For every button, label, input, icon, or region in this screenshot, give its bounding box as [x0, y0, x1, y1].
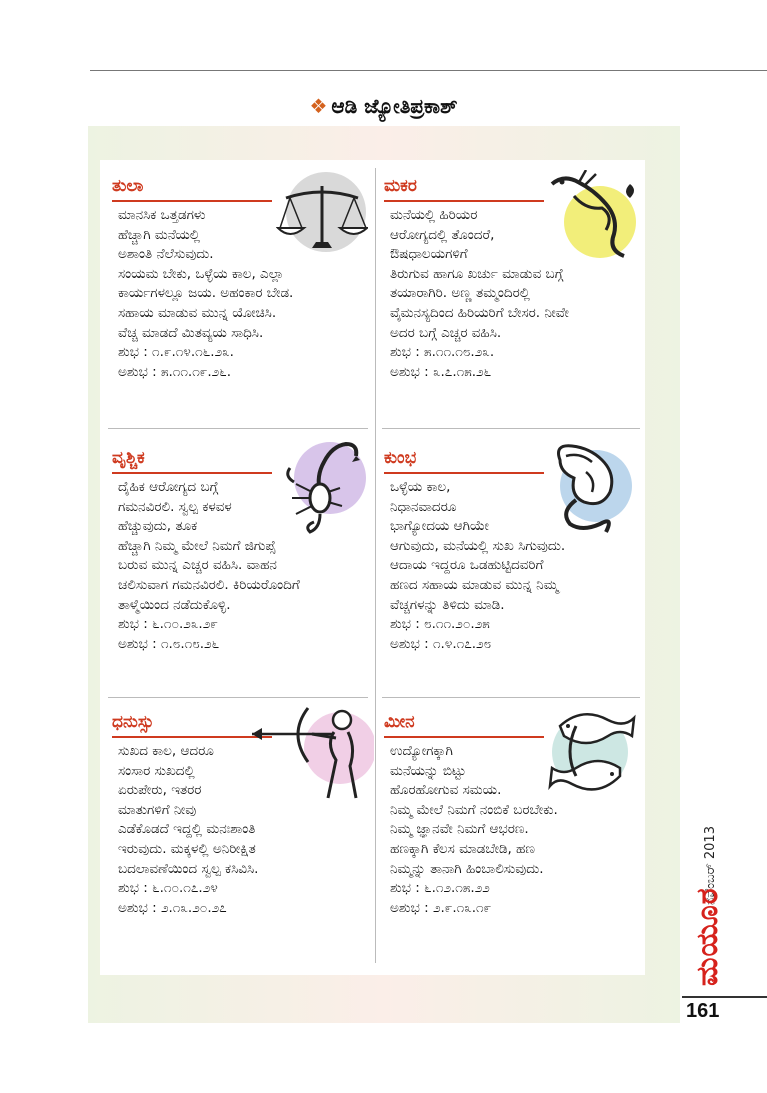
text-line: ಕಾರ್ಯಗಳಲ್ಲೂ ಜಯ. ಅಹಂಕಾರ ಬೇಡ.: [118, 285, 294, 302]
text-line: ನಿಮ್ಮ ಜ್ಞಾನವೇ ನಿಮಗೆ ಆಭರಣ.: [390, 821, 529, 838]
page-title-text: ಆಡಿ ಜ್ಯೋತಿಪ್ರಕಾಶ್: [331, 94, 458, 118]
auspicious-dates: ಶುಭ : ೬.೧೦.೨೩.೨೯: [118, 616, 218, 633]
sign-name: ಮಕರ: [384, 176, 417, 196]
text-line: ಅದರ ಬಗ್ಗೆ ಎಚ್ಚರ ವಹಿಸಿ.: [390, 324, 502, 341]
text-line: ದೈಹಿಕ ಆರೋಗ್ಯದ ಬಗ್ಗೆ: [118, 479, 219, 495]
auspicious-dates: ಶುಭ : ೫.೧೧.೧೮.೨೩.: [390, 344, 495, 361]
text-line: ವೈಮನಸ್ಯದಿಂದ ಹಿರಿಯರಿಗೆ ಬೇಸರ. ನೀವೇ: [390, 304, 569, 321]
sign-text: [390, 206, 569, 382]
text-line: ಹೆಚ್ಚಾಗಿ ನಿಮ್ಮ ಮೇಲೆ ನಿಮಗೆ ಜಿಗುಪ್ಸೆ: [118, 537, 276, 554]
text-line: ವೆಚ್ಚ ಮಾಡದೆ ಮಿತವ್ಯಯ ಸಾಧಿಸಿ.: [118, 324, 264, 341]
text-line: ಆರೋಗ್ಯದಲ್ಲಿ ತೊಂದರೆ,: [390, 226, 495, 243]
magazine-brand: ಮಯೂರ: [690, 887, 725, 986]
text-line: ಏರುಪೇರು, ಇತರರ: [118, 782, 202, 799]
text-line: ಹಣದ ಸಹಾಯ ಮಾಡುವ ಮುನ್ನ ನಿಮ್ಮ: [390, 576, 559, 593]
issue-month: ನವೆಂಬರ್ 2013: [703, 826, 718, 905]
archer-icon: [252, 704, 374, 802]
row-divider-left-2: [108, 697, 368, 698]
text-line: ನಿಧಾನವಾದರೂ: [390, 498, 457, 515]
sign-text: [118, 742, 258, 918]
text-line: ಸಂಸಾರ ಸುಖದಲ್ಲಿ: [118, 762, 195, 779]
text-line: ಮನೆಯಲ್ಲಿ ಹಿರಿಯರ: [390, 207, 478, 223]
row-divider-right-1: [382, 428, 640, 429]
text-line: ಸಹಾಯ ಮಾಡುವ ಮುನ್ನ ಯೋಚಿಸಿ.: [118, 304, 277, 321]
inauspicious-dates: ಅಶುಭ : ೩.೭.೧೫.೨೬: [390, 363, 492, 380]
auspicious-dates: ಶುಭ : ೧.೯.೧೪.೧೬.೨೩.: [118, 344, 234, 361]
inauspicious-dates: ಅಶುಭ : ೧.೪.೧೭.೨೮: [390, 635, 492, 652]
text-line: ಬರುವ ಮುನ್ನ ಎಚ್ಚರ ವಹಿಸಿ. ವಾಹನ: [118, 557, 277, 574]
text-line: ಮಾತುಗಳಿಗೆ ನೀವು: [118, 801, 197, 818]
fish-icon: [546, 706, 640, 802]
sign-text: [390, 742, 558, 918]
auspicious-dates: ಶುಭ : ೮.೧೧.೨೦.೨೫: [390, 616, 490, 633]
sign-text: [118, 206, 293, 382]
page-title: [0, 94, 767, 118]
text-line: ಬದಲಾವಣೆಯಿಂದ ಸ್ವಲ್ಪ ಕಸಿವಿಸಿ.: [118, 860, 259, 877]
sign-underline: [384, 472, 544, 474]
text-line: ಒಳ್ಳೆಯ ಕಾಲ,: [390, 479, 451, 495]
sign-name: ವೃಶ್ಚಿಕ: [112, 448, 145, 468]
text-line: ನಿಮ್ಮನ್ನು ತಾನಾಗಿ ಹಿಂಬಾಲಿಸುವುದು.: [390, 860, 544, 877]
text-line: ಹಣಕ್ಕಾಗಿ ಕೆಲಸ ಮಾಡಬೇಡಿ, ಹಣ: [390, 840, 535, 857]
text-line: ತಾಳ್ಮೆಯಿಂದ ನಡೆದುಕೊಳ್ಳಿ.: [118, 596, 231, 613]
text-line: ಆದಾಯ ಇದ್ದರೂ ಒಡಹುಟ್ಟಿದವರಿಗೆ: [390, 557, 544, 574]
sign-name: ಕುಂಭ: [384, 448, 417, 468]
text-line: ಇರುವುದು. ಮಕ್ಕಳಲ್ಲಿ ಅನಿರೀಕ್ಷಿತ: [118, 840, 256, 857]
text-line: ತಿರುಗುವ ಹಾಗೂ ಖರ್ಚು ಮಾಡುವ ಬಗ್ಗೆ: [390, 265, 564, 282]
text-line: ಭಾಗ್ಯೋದಯ ಆಗಿಯೇ: [390, 518, 489, 535]
sign-name: ತುಲಾ: [112, 176, 144, 196]
footer-rule: [682, 996, 767, 998]
top-rule: [90, 70, 767, 71]
inauspicious-dates: ಅಶುಭ : ೫.೧೧.೧೯.೨೬.: [118, 363, 232, 380]
text-line: ಹೆಚ್ಚಾಗಿ ಮನೆಯಲ್ಲಿ: [118, 226, 201, 243]
text-line: ಮನೆಯನ್ನು ಬಿಟ್ಟು: [390, 762, 466, 779]
inauspicious-dates: ಅಶುಭ : ೧.೮.೧೮.೨೬: [118, 635, 220, 652]
sign-underline: [384, 736, 544, 738]
text-line: ಮಾನಸಿಕ ಒತ್ತಡಗಳು: [118, 207, 206, 223]
text-line: ನಿಮ್ಮ ಮೇಲೆ ನಿಮಗೆ ನಂಬಿಕೆ ಬರಬೇಕು.: [390, 801, 558, 818]
sign-underline: [112, 200, 272, 202]
text-line: ಔಷಧಾಲಯಗಳಿಗೆ: [390, 246, 468, 263]
inauspicious-dates: ಅಶುಭ : ೨.೯.೧೩.೧೯: [390, 899, 492, 916]
auspicious-dates: ಶುಭ : ೬.೧೦.೧೭.೨೪: [118, 880, 218, 897]
sign-name: ಧನುಸ್ಸು: [112, 712, 154, 732]
sign-underline: [112, 472, 272, 474]
sign-underline: [112, 736, 272, 738]
sign-text: [390, 478, 565, 654]
text-line: ವೆಚ್ಚಗಳನ್ನು ತಿಳಿದು ಮಾಡಿ.: [390, 596, 505, 613]
auspicious-dates: ಶುಭ : ೬.೧೨.೧೫.೨೨: [390, 880, 490, 897]
text-line: ಚಲಿಸುವಾಗ ಗಮನವಿರಲಿ. ಕಿರಿಯರೊಂದಿಗೆ: [118, 576, 300, 593]
text-line: ಗಮನವಿರಲಿ. ಸ್ವಲ್ಪ ಕಳವಳ: [118, 498, 232, 515]
inauspicious-dates: ಅಶುಭ : ೨.೧೩.೨೦.೨೭: [118, 899, 227, 916]
sign-text: [118, 478, 300, 654]
text-line: ತಯಾರಾಗಿರಿ. ಅಣ್ಣ ತಮ್ಮಂದಿರಲ್ಲಿ: [390, 285, 530, 302]
text-line: ಹೆಚ್ಚುವುದು, ತೂಕ: [118, 518, 198, 535]
diamond-bullet-icon: ❖: [309, 94, 328, 118]
sign-name: ಮೀನ: [384, 712, 415, 732]
column-divider: [375, 168, 376, 963]
row-divider-right-2: [382, 697, 640, 698]
text-line: ಅಶಾಂತಿ ನೆಲೆಸುವುದು.: [118, 246, 214, 263]
text-line: ಸುಖದ ಕಾಲ, ಆದರೂ: [118, 743, 214, 759]
text-line: ಎಡೆಕೊಡದೆ ಇದ್ದಲ್ಲಿ ಮನಃಶಾಂತಿ: [118, 821, 256, 838]
text-line: ಸಂಯಮ ಬೇಕು, ಒಳ್ಳೆಯ ಕಾಲ, ಎಲ್ಲಾ: [118, 265, 284, 282]
text-line: ಹೊರಹೋಗುವ ಸಮಯ.: [390, 782, 502, 799]
text-line: ಆಗುವುದು, ಮನೆಯಲ್ಲಿ ಸುಖ ಸಿಗುವುದು.: [390, 537, 566, 554]
row-divider-left-1: [108, 428, 368, 429]
text-line: ಉದ್ಯೋಗಕ್ಕಾಗಿ: [390, 743, 453, 759]
page-number: 161: [686, 1000, 720, 1022]
sign-underline: [384, 200, 544, 202]
